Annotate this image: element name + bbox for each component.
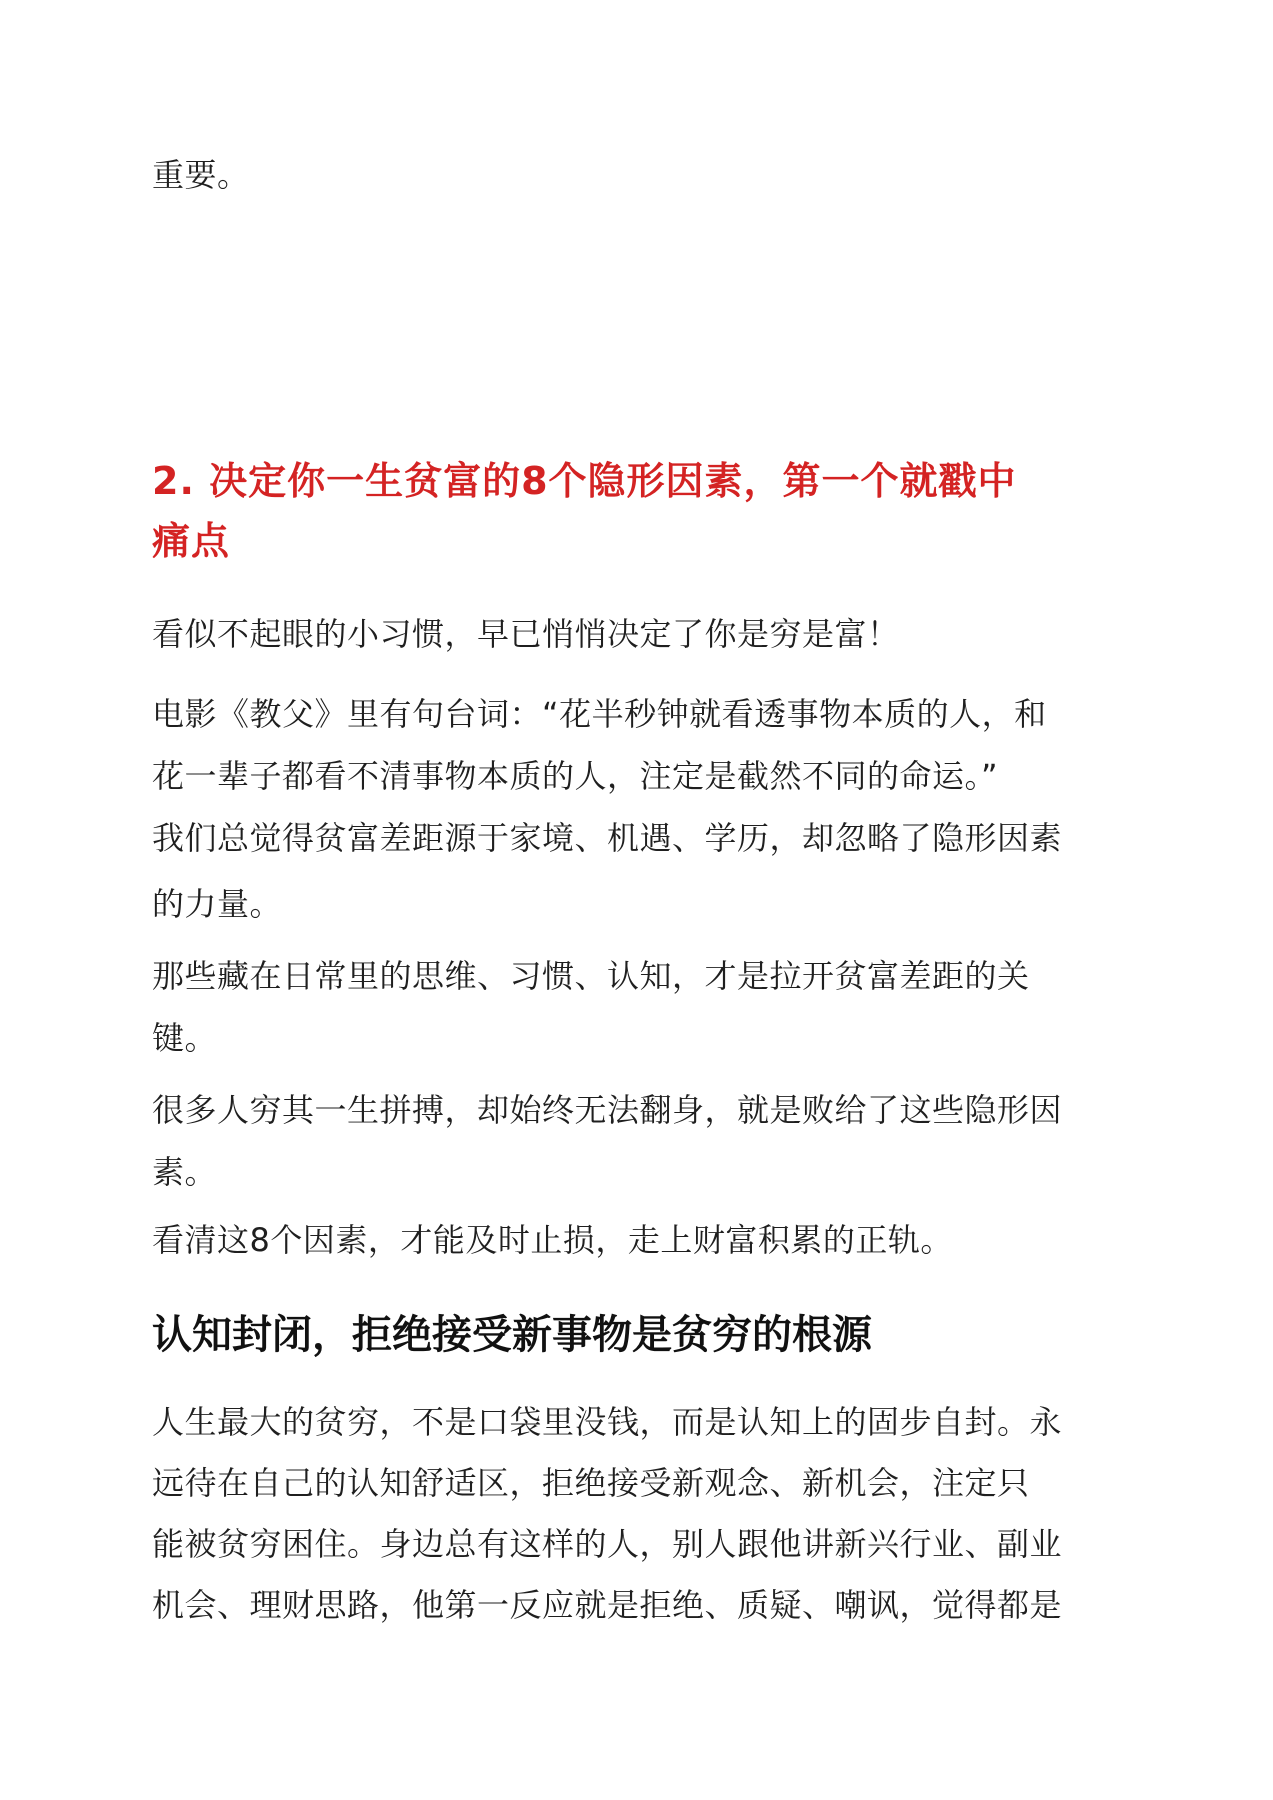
intro-text: 重要。 [152, 156, 250, 194]
section-title-line-2: 痛点 [152, 519, 231, 563]
paragraph-2-line-2: 花一辈子都看不清事物本质的人，注定是截然不同的命运。” [152, 757, 999, 795]
paragraph-5-line-1: 很多人穷其一生拼搏，却始终无法翻身，就是败给了这些隐形因 [152, 1091, 1063, 1129]
paragraph-2-line-1: 电影《教父》里有句台词：“花半秒钟就看透事物本质的人，和 [152, 695, 1047, 733]
subsection-line-4: 机会、理财思路，他第一反应就是拒绝、质疑、嘲讽，觉得都是 [152, 1586, 1063, 1624]
subsection-line-2: 远待在自己的认知舒适区，拒绝接受新观念、新机会，注定只 [152, 1464, 1030, 1502]
paragraph-1: 看似不起眼的小习惯，早已悄悄决定了你是穷是富！ [152, 615, 900, 653]
paragraph-6: 看清这8个因素，才能及时止损，走上财富积累的正轨。 [152, 1221, 953, 1259]
paragraph-3-line-2: 的力量。 [152, 885, 283, 923]
subsection-line-1: 人生最大的贫穷，不是口袋里没钱，而是认知上的固步自封。永 [152, 1403, 1063, 1441]
paragraph-4-line-2: 键。 [152, 1019, 218, 1057]
section-title-line-1: 2. 决定你一生贫富的8个隐形因素，第一个就戳中 [152, 459, 1017, 503]
paragraph-5-line-2: 素。 [152, 1153, 218, 1191]
paragraph-3-line-1: 我们总觉得贫富差距源于家境、机遇、学历，却忽略了隐形因素 [152, 819, 1063, 857]
subsection-line-3: 能被贫穷困住。身边总有这样的人，别人跟他讲新兴行业、副业 [152, 1525, 1063, 1563]
paragraph-4-line-1: 那些藏在日常里的思维、习惯、认知，才是拉开贫富差距的关 [152, 957, 1030, 995]
subsection-heading: 认知封闭，拒绝接受新事物是贫穷的根源 [152, 1312, 872, 1358]
